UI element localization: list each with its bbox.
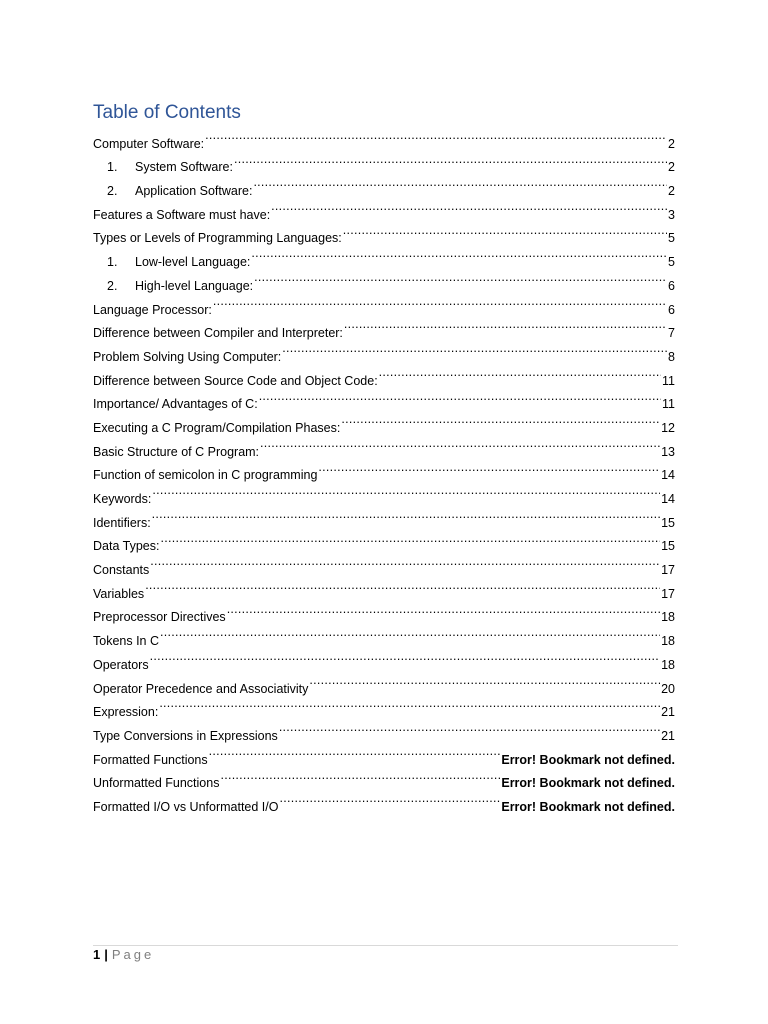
toc-dot-leader [253,171,667,195]
toc-dot-leader [160,621,660,645]
toc-dot-leader [260,432,660,456]
toc-entry-page-number: 18 [661,610,675,625]
toc-dot-leader [279,787,500,811]
toc-entry-label[interactable]: Importance/ Advantages of C: [93,397,258,412]
toc-entry-label[interactable]: Difference between Compiler and Interpreter: [93,326,343,341]
toc-dot-leader [160,527,660,551]
toc-entry-page-number: 8 [668,349,675,364]
toc-dot-leader [150,645,661,669]
toc-entry-label[interactable]: Tokens In C [93,634,160,649]
toc-entry-label[interactable]: Expression: [93,705,159,720]
toc-entry-label[interactable]: Constants [93,563,150,578]
toc-entry[interactable] [93,693,675,720]
toc-entry-label[interactable]: System Software: [135,160,233,175]
toc-dot-leader [343,219,667,243]
toc-entry-label[interactable]: Function of semicolon in C programming [93,468,318,483]
toc-entry-label[interactable]: Variables [93,586,145,601]
toc-entry-page-number: 3 [668,207,675,222]
toc-entry-page-number: 5 [668,231,675,246]
toc-entry-number: 1. [107,255,118,270]
toc-entry-page-number: 2 [668,184,675,199]
toc-dot-leader [271,195,667,219]
toc-entry-number: 1. [107,160,118,175]
toc-dot-leader [213,290,667,314]
toc-entry-page-number: 5 [668,255,675,270]
toc-dot-leader [145,574,660,598]
toc-entry-page-number: 21 [661,728,675,743]
toc-entry[interactable] [93,645,675,672]
toc-entry-label[interactable]: Formatted Functions [93,752,208,767]
toc-dot-leader [234,148,667,172]
toc-entry-page-number: 6 [668,302,675,317]
toc-entry-label[interactable]: High-level Language: [135,278,254,293]
footer-page-word: Page [111,947,155,962]
toc-dot-leader [227,598,660,622]
toc-entry-page-number: 14 [661,492,675,506]
toc-entry-page-number: 6 [668,278,675,293]
toc-entry-page-number: 17 [661,586,675,601]
toc-title: Table of Contents [93,102,241,123]
toc-entry-page-number: 11 [662,397,675,412]
toc-entry-label[interactable]: Formatted I/O vs Unformatted I/O [93,799,279,814]
toc-entry-label[interactable]: Unformatted Functions [93,776,220,791]
toc-entry[interactable] [93,669,675,696]
toc-entry[interactable] [93,574,675,601]
toc-entry-page-number: 11 [662,373,675,388]
toc-entry-page-number: 15 [661,515,675,530]
page-footer [93,946,154,964]
toc-entry-page-number: 13 [661,444,675,459]
toc-entry[interactable] [93,124,675,151]
toc-entry-label[interactable]: Identifiers: [93,515,151,530]
toc-entry-number: 2. [107,184,118,199]
toc-entry-number: 2. [107,278,118,293]
toc-dot-leader [309,669,660,693]
toc-entry-label[interactable]: Data Types: [93,539,160,554]
toc-entry-label[interactable]: Language Processor: [93,302,212,317]
toc-entry-page-number: 14 [661,468,675,483]
toc-entry-page-number: 2 [668,136,675,151]
toc-dot-leader [282,337,667,361]
toc-entry-label[interactable]: Operators [93,657,149,672]
toc-dot-leader [379,361,661,385]
toc-entry[interactable] [93,716,675,743]
toc-dot-leader [318,456,660,480]
toc-dot-leader [159,693,660,717]
toc-entry-page-number: 2 [668,160,675,175]
toc-entry-label[interactable]: Keywords: [93,492,152,506]
toc-entry-label[interactable]: Types or Levels of Programming Languages: [93,231,342,246]
toc-entry-error-text: Error! Bookmark not defined. [501,752,675,767]
toc-entry-label[interactable]: Problem Solving Using Computer: [93,349,282,364]
toc-entry-label[interactable]: Preprocessor Directives [93,610,226,625]
toc-entry-label[interactable]: Executing a C Program/Compilation Phases: [93,420,341,435]
toc-dot-leader [209,740,501,764]
footer-divider [93,945,678,946]
toc-entry[interactable] [93,550,675,578]
toc-entry-page-number: 7 [668,326,675,341]
toc-entry-label[interactable]: Features a Software must have: [93,207,271,222]
footer-separator: | [104,947,108,962]
footer-page-number: 1 [93,947,101,962]
toc-entry-page-number: 21 [661,705,675,720]
toc-dot-leader [344,314,667,338]
toc-dot-leader [251,242,667,266]
toc-entry-label[interactable]: Computer Software: [93,136,205,151]
toc-dot-leader [152,503,660,527]
toc-dot-leader [254,266,667,290]
toc-entry-page-number: 15 [661,539,675,554]
toc-entry-label[interactable]: Application Software: [135,184,253,199]
toc-entry[interactable] [93,621,675,649]
toc-dot-leader [205,124,667,148]
toc-entry[interactable] [93,503,675,530]
toc-entry-page-number: 20 [661,681,675,696]
toc-entry-label[interactable]: Operator Precedence and Associativity [93,681,309,696]
toc-entry[interactable] [93,479,675,506]
toc-entry-label[interactable]: Low-level Language: [135,255,251,270]
toc-entry-page-number: 12 [661,420,675,435]
toc-dot-leader [259,385,661,409]
toc-entry-label[interactable]: Basic Structure of C Program: [93,444,260,459]
toc-entry-label[interactable]: Type Conversions in Expressions [93,728,278,743]
toc-entry-page-number: 17 [661,563,675,578]
toc-entry-error-text: Error! Bookmark not defined. [501,799,675,814]
toc-entry-page-number: 18 [661,634,675,649]
toc-dot-leader [150,550,660,574]
toc-dot-leader [341,408,660,432]
toc-dot-leader [152,479,660,503]
toc-list [93,124,675,814]
toc-dot-leader [220,764,500,788]
toc-entry-page-number: 18 [661,657,675,672]
toc-entry-label[interactable]: Difference between Source Code and Object Code: [93,373,378,388]
toc-entry[interactable] [93,527,675,554]
toc-entry[interactable] [93,598,675,625]
toc-entry-error-text: Error! Bookmark not defined. [501,776,675,791]
toc-dot-leader [279,716,660,740]
